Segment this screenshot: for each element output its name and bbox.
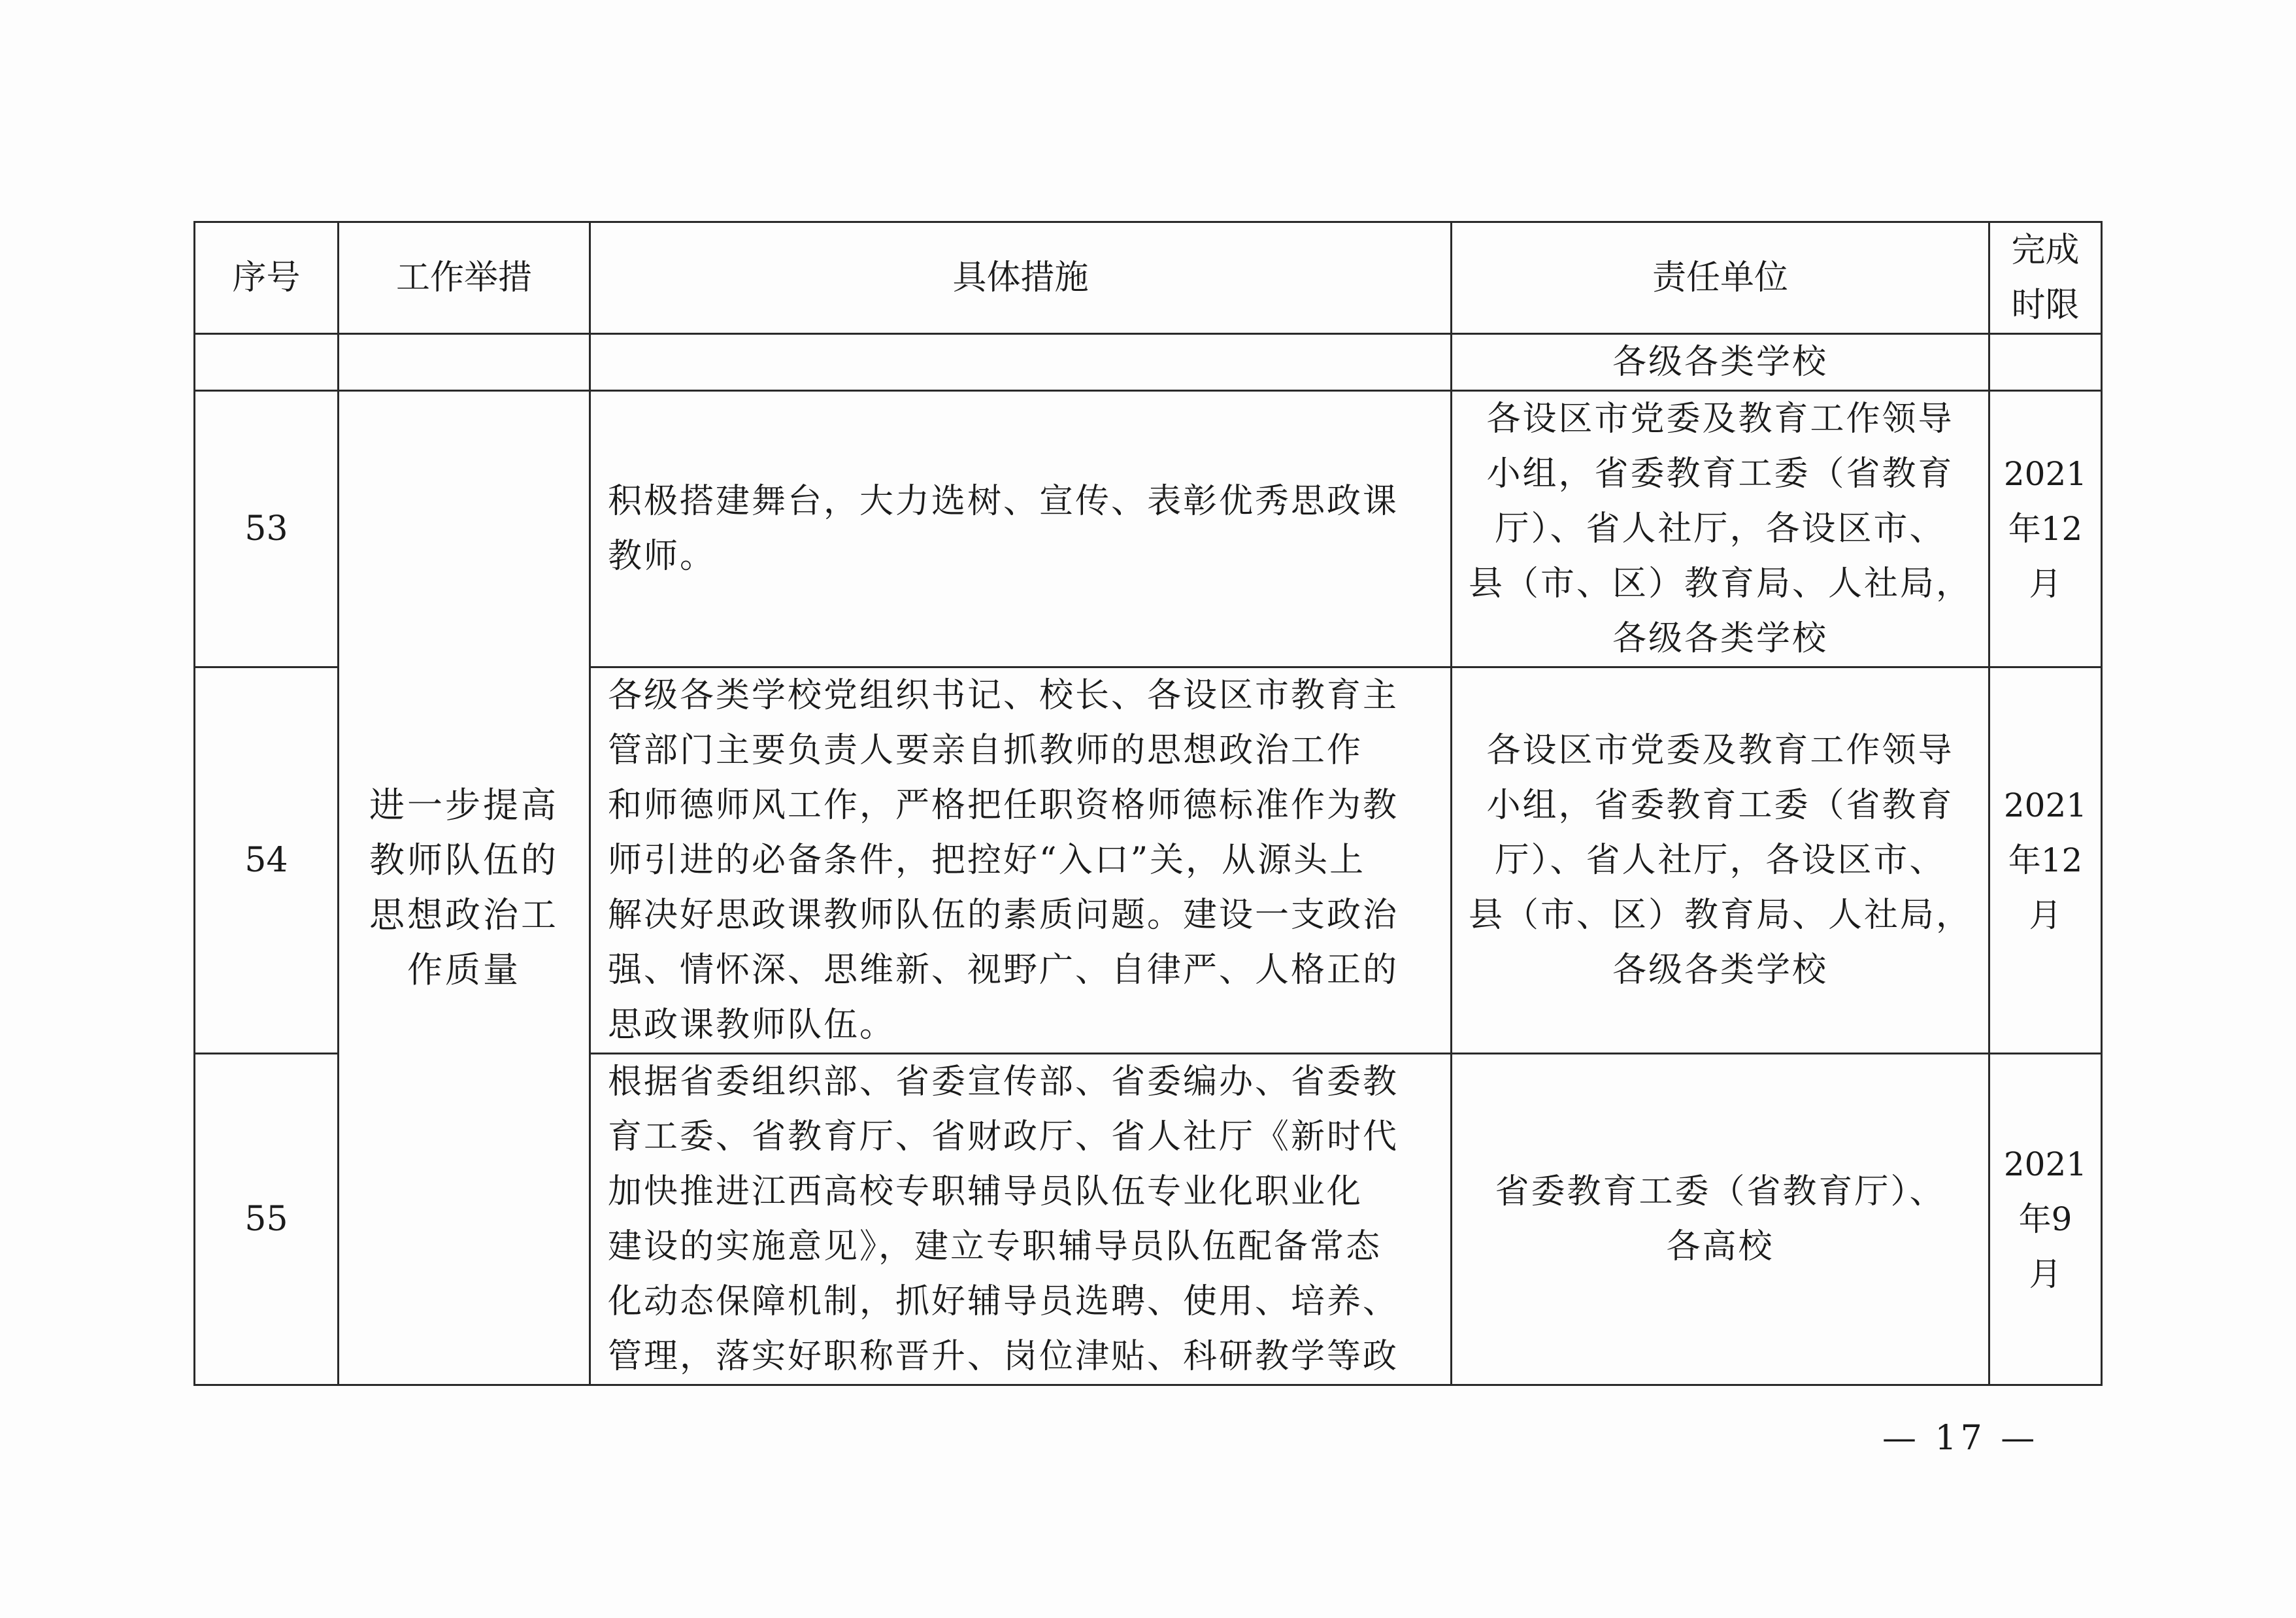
- cell-resp: 各级各类学校: [1452, 334, 1989, 391]
- header-resp: 责任单位: [1452, 222, 1989, 334]
- detail-line: 解决好思政课教师队伍的素质问题。建设一支政治: [608, 896, 1399, 935]
- time-line: 月: [2029, 565, 2062, 603]
- resp-line: 厅）、省人社厅，各设区市、: [1495, 841, 1946, 880]
- cell-time: [1989, 334, 2102, 391]
- cell-work: [339, 334, 590, 391]
- work-line: 思想政治工: [369, 894, 559, 935]
- time-line: 月: [2029, 896, 2062, 934]
- detail-line: 强、情怀深、思维新、视野广、自律严、人格正的: [608, 951, 1399, 990]
- detail-line: 各级各类学校党组织书记、校长、各设区市教育主: [608, 676, 1399, 715]
- time-line: 年12: [2008, 841, 2083, 879]
- table-row: [195, 391, 2102, 667]
- time-line: 月: [2029, 1255, 2062, 1293]
- resp-line: 省委教育工委（省教育厅）、: [1495, 1172, 1946, 1211]
- cell-resp: [1452, 667, 1989, 1054]
- cell-resp: [1452, 391, 1989, 667]
- detail-line: 思政课教师队伍。: [608, 1005, 896, 1045]
- resp-line: 各高校: [1666, 1227, 1774, 1266]
- resp-line: 小组，省委教育工委（省教育: [1486, 454, 1954, 494]
- resp-line: 县（市、区）教育局、人社局，: [1468, 564, 1972, 603]
- cell-time: [1989, 667, 2102, 1054]
- detail-line: 师引进的必备条件，把控好“入口”关，从源头上: [608, 841, 1366, 880]
- resp-line: 各设区市党委及教育工作领导: [1486, 731, 1954, 770]
- cell-seq: 55: [195, 1054, 339, 1385]
- cell-seq: 53: [195, 391, 339, 667]
- header-detail: 具体措施: [590, 222, 1452, 334]
- detail-line: 建设的实施意见》，建立专职辅导员队伍配备常态: [608, 1227, 1382, 1266]
- time-line: 2021: [2003, 455, 2088, 493]
- resp-line: 各级各类学校: [1612, 619, 1828, 658]
- detail-line: 育工委、省教育厅、省财政厅、省人社厅《新时代: [608, 1117, 1399, 1156]
- cell-work-merged: [339, 391, 590, 1385]
- cell-seq: 54: [195, 667, 339, 1054]
- table-row-continuation: [195, 334, 2102, 391]
- cell-resp: [1452, 1054, 1989, 1385]
- cell-detail: [590, 1054, 1452, 1385]
- detail-line: 和师德师风工作，严格把任职资格师德标准作为教: [608, 786, 1399, 825]
- cell-detail: [590, 334, 1452, 391]
- table-header-row: [195, 222, 2102, 334]
- detail-line: 化动态保障机制，抓好辅导员选聘、使用、培养、: [608, 1282, 1399, 1321]
- cell-time: [1989, 391, 2102, 667]
- resp-line: 县（市、区）教育局、人社局，: [1468, 896, 1972, 935]
- detail-line: 管理，落实好职称晋升、岗位津贴、科研教学等政: [608, 1337, 1399, 1376]
- measures-table: [193, 221, 2103, 1386]
- time-line: 年12: [2008, 510, 2083, 548]
- detail-line: 积极搭建舞台，大力选树、宣传、表彰优秀思政课: [608, 482, 1399, 521]
- header-work: 工作举措: [339, 222, 590, 334]
- detail-line: 根据省委组织部、省委宣传部、省委编办、省委教: [608, 1062, 1399, 1102]
- resp-line: 各设区市党委及教育工作领导: [1486, 399, 1954, 439]
- page-number: — 17 —: [1882, 1419, 2039, 1458]
- header-seq: 序号: [195, 222, 339, 334]
- time-line: 2021: [2003, 786, 2088, 824]
- header-time-line: 时限: [2011, 286, 2080, 325]
- cell-detail: [590, 667, 1452, 1054]
- time-line: 2021: [2003, 1145, 2088, 1183]
- resp-line: 各级各类学校: [1612, 951, 1828, 990]
- detail-line: 加快推进江西高校专职辅导员队伍专业化职业化: [608, 1172, 1363, 1211]
- work-line: 教师队伍的: [369, 839, 559, 881]
- cell-detail: [590, 391, 1452, 667]
- header-time: [1989, 222, 2102, 334]
- cell-time: [1989, 1054, 2102, 1385]
- resp-line: 小组，省委教育工委（省教育: [1486, 786, 1954, 825]
- header-time-line: 完成: [2011, 231, 2080, 270]
- cell-seq: [195, 334, 339, 391]
- detail-line: 管部门主要负责人要亲自抓教师的思想政治工作: [608, 731, 1363, 770]
- work-line: 进一步提高: [369, 784, 559, 826]
- time-line: 年9: [2018, 1200, 2072, 1238]
- work-line: 作质量: [407, 949, 521, 990]
- resp-line: 厅）、省人社厅，各设区市、: [1495, 509, 1946, 548]
- detail-line: 教师。: [608, 537, 716, 576]
